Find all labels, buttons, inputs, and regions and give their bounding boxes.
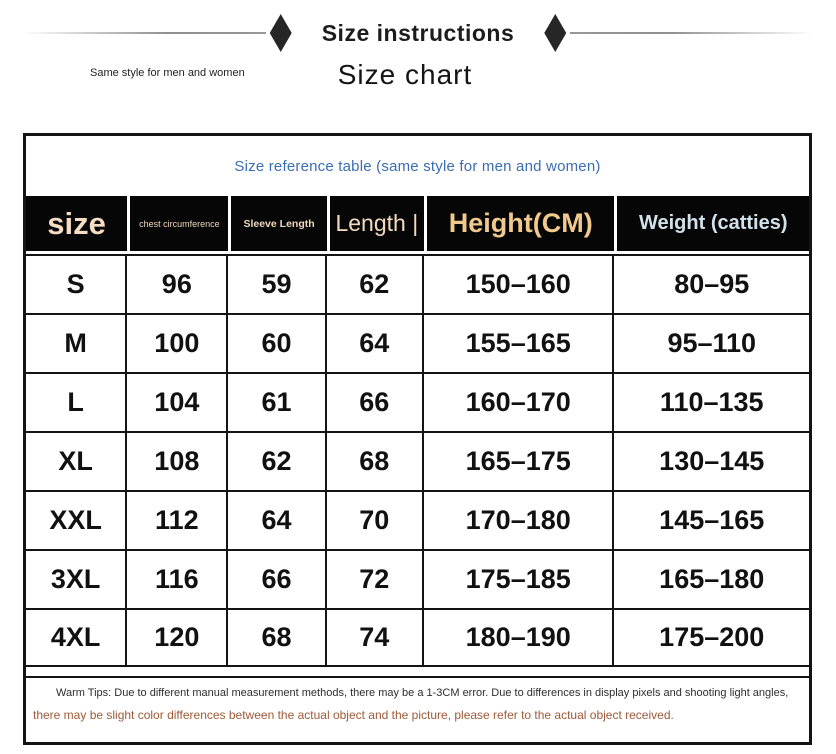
table-cell: 4XL [26,608,127,667]
col-header-height: Height(CM) [427,196,615,251]
size-reference-table [23,133,812,745]
table-cell: 70 [327,490,424,549]
table-cell: 62 [327,254,424,313]
table-caption: Size reference table (same style for men and women) [234,157,601,175]
table-footer-gap [26,667,809,676]
table-cell: 145–165 [614,490,809,549]
diamond-icon [544,14,566,52]
table-cell: 150–160 [424,254,615,313]
table-cell: 68 [228,608,326,667]
diamond-icon [270,14,292,52]
table-cell: 80–95 [614,254,809,313]
table-cell: 95–110 [614,313,809,372]
table-cell: 104 [127,372,228,431]
table-cell: 74 [327,608,424,667]
table-cell: 64 [228,490,326,549]
table-cell: 120 [127,608,228,667]
table-cell: M [26,313,127,372]
table-cell: 165–180 [614,549,809,608]
table-cell: 61 [228,372,326,431]
table-cell: 180–190 [424,608,615,667]
table-body [26,254,809,667]
table-cell: 130–145 [614,431,809,490]
table-cell: 100 [127,313,228,372]
table-cell: 60 [228,313,326,372]
col-header-sleeve-length: Sleeve Length [231,196,326,251]
col-header-weight: Weight (catties) [617,196,809,251]
table-cell: 66 [327,372,424,431]
table-header-row [26,196,809,254]
table-cell: 96 [127,254,228,313]
divider-line-right [570,32,814,34]
table-cell: 68 [327,431,424,490]
col-header-size: size [26,196,127,251]
table-cell: S [26,254,127,313]
table-cell: 155–165 [424,313,615,372]
table-cell: 112 [127,490,228,549]
table-cell: 108 [127,431,228,490]
table-cell: 175–200 [614,608,809,667]
col-header-chest-circumference: chest circumference [130,196,228,251]
col-header-length: Length | [330,196,424,251]
banner-title: Size instructions [321,19,515,46]
size-chart-title: Size chart [337,59,473,90]
table-cell: 116 [127,549,228,608]
table-cell: 72 [327,549,424,608]
table-cell: 59 [228,254,326,313]
table-cell: 3XL [26,549,127,608]
table-cell: 160–170 [424,372,615,431]
table-cell: 170–180 [424,490,615,549]
warm-tips [26,676,809,742]
table-cell: 66 [228,549,326,608]
table-cell: 110–135 [614,372,809,431]
divider-line-left [22,32,266,34]
table-cell: L [26,372,127,431]
table-cell: XXL [26,490,127,549]
same-style-note: Same style for men and women [90,67,245,79]
table-cell: 64 [327,313,424,372]
banner [0,13,836,53]
warm-tips-line2: there may be slight color differences between the actual object and the picture, please refer to the actual object received. [33,708,674,722]
table-cell: 175–185 [424,549,615,608]
table-cell: XL [26,431,127,490]
table-cell: 62 [228,431,326,490]
table-cell: 165–175 [424,431,615,490]
warm-tips-line1: Warm Tips: Due to different manual measurement methods, there may be a 1-3CM error. Due to differences in display pixels and shooting light angles, [56,687,789,699]
